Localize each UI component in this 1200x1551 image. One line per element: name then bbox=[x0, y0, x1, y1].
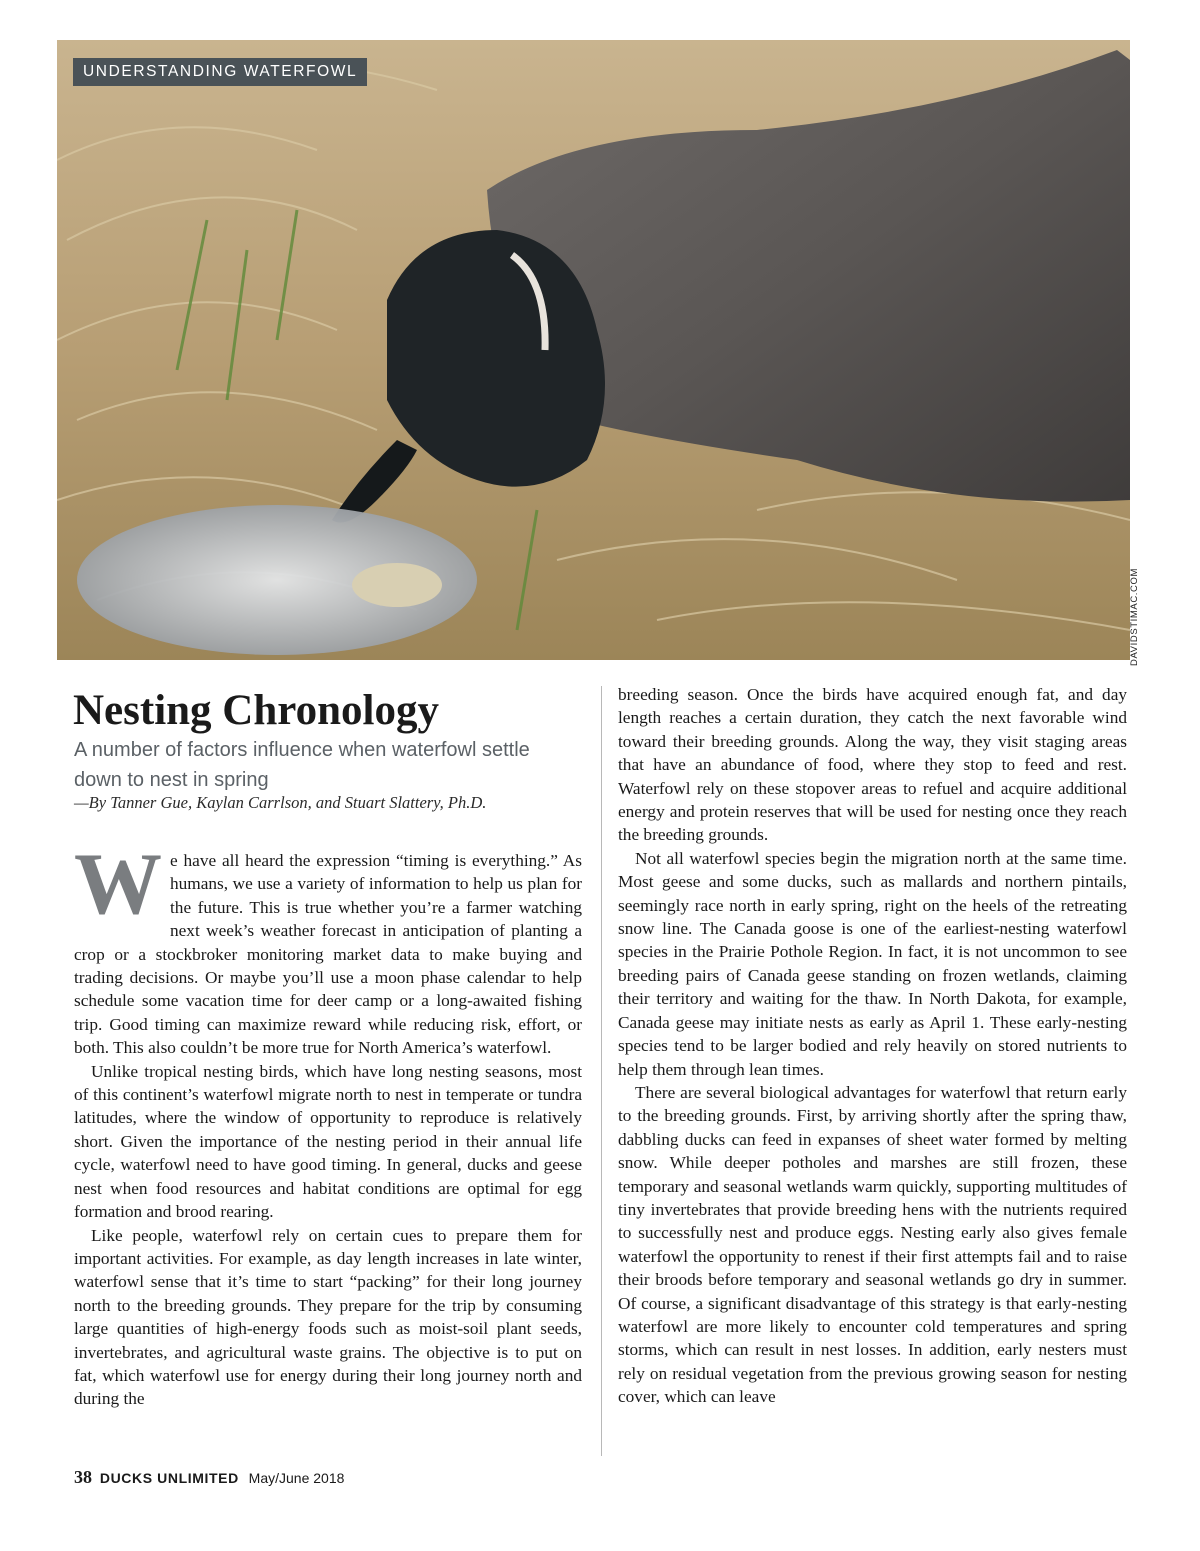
page-footer bbox=[74, 1467, 344, 1488]
section-label: UNDERSTANDING WATERFOWL bbox=[73, 58, 367, 86]
paragraph: Unlike tropical nesting birds, which have long nesting seasons, most of this continent’s waterfowl migrate north to nest in temperate or tundra latitudes, where the window of opportunity to reproduce is relatively short. Given the importance of the nesting period in their annual life cycle, waterfowl need to have good timing. In general, ducks and geese nest when food resources and habitat conditions are optimal for egg formation and brood rearing. bbox=[74, 1061, 582, 1222]
article-byline: —By Tanner Gue, Kaylan Carrlson, and Stuart Slattery, Ph.D. bbox=[74, 793, 487, 812]
left-column bbox=[74, 836, 582, 1411]
right-column bbox=[618, 683, 1127, 1409]
paragraph: breeding season. Once the birds have acquired enough fat, and day length reaches a certain duration, they catch the next favorable wind toward their breeding grounds. Along the way, they visit staging areas that have an abundance of food, where they stop to feed and rest. Waterfowl rely on these stopover areas to refuel and acquire additional energy and protein reserves that will be used for nesting once they reach the breeding grounds. bbox=[618, 685, 1127, 845]
page-number: 38 bbox=[74, 1467, 92, 1487]
paragraph: Not all waterfowl species begin the migration north at the same time. Most geese and some ducks, such as mallards and northern pintails, seemingly race north in early spring, right on the heels of the retreating snow line. The Canada goose is one of the earliest-nesting waterfowl species in the Prairie Pothole Region. In fact, it is not uncommon to see breeding pairs of Canada geese standing on frozen wetlands, claiming their territory and waiting for the thaw. In North Dakota, for example, Canada geese may initiate nests as early as April 1. These early-nesting species tend to be larger bodied and rely heavily on stored nutrients to help them through lean times. bbox=[618, 848, 1127, 1079]
drop-cap: W bbox=[74, 836, 162, 933]
column-divider bbox=[601, 686, 602, 1456]
paragraph-text: e have all heard the expression “timing is everything.” As humans, we use a variety of information to help us plan for the future. This is true whether you’re a farmer watching next week’s weather forecast in anticipation of planting a crop or a stockbroker monitoring market data to make buying and trading decisions. Or maybe you’ll use a moon phase calendar to help schedule some vacation time for deer camp or a long-awaited fishing trip. Good timing can maximize reward while reducing risk, effort, or both. This also couldn’t be more true for North America’s waterfowl. bbox=[74, 851, 582, 1058]
photo-illustration bbox=[57, 40, 1130, 660]
paragraph: There are several biological advantages for waterfowl that return early to the breeding grounds. First, by arriving shortly after the spring thaw, dabbling ducks can feed in expanses of sheet water formed by melting snow. While deeper potholes and marshes are still frozen, these temporary and seasonal wetlands warm quickly, supporting multitudes of tiny invertebrates that provide breeding hens with the nutrients required to successfully nest and produce eggs. Nesting early also gives female waterfowl the opportunity to renest if their first attempts fail and to raise their broods before temporary and seasonal wetlands go dry in summer. Of course, a significant disadvantage of this strategy is that early-nesting waterfowl are more likely to encounter cold temperatures and spring storms, which can result in nest losses. In addition, early nesters must rely on residual vegetation from the previous growing season for nesting cover, which can leave bbox=[618, 1082, 1127, 1407]
article-title: Nesting Chronology bbox=[73, 687, 439, 734]
paragraph bbox=[74, 836, 582, 1060]
paragraph: Like people, waterfowl rely on certain cues to prepare them for important activities. For example, as day length increases in late winter, waterfowl sense that it’s time to start “packing” for their long journey north to the breeding grounds. They prepare for the trip by consuming large quantities of high-energy foods such as moist-soil plant seeds, invertebrates, and agricultural waste grains. The objective is to put on fat, which waterfowl use for energy during their long journey north and during the bbox=[74, 1225, 582, 1409]
article-subtitle: A number of factors influence when waterfowl settle down to nest in spring bbox=[74, 739, 530, 791]
magazine-name: DUCKS UNLIMITED bbox=[99, 1470, 239, 1486]
photo-credit: DAVIDSTIMAC.COM bbox=[1129, 567, 1140, 667]
issue-date: May/June 2018 bbox=[248, 1470, 345, 1486]
hero-photo-brant-goose-on-nest bbox=[57, 40, 1130, 660]
